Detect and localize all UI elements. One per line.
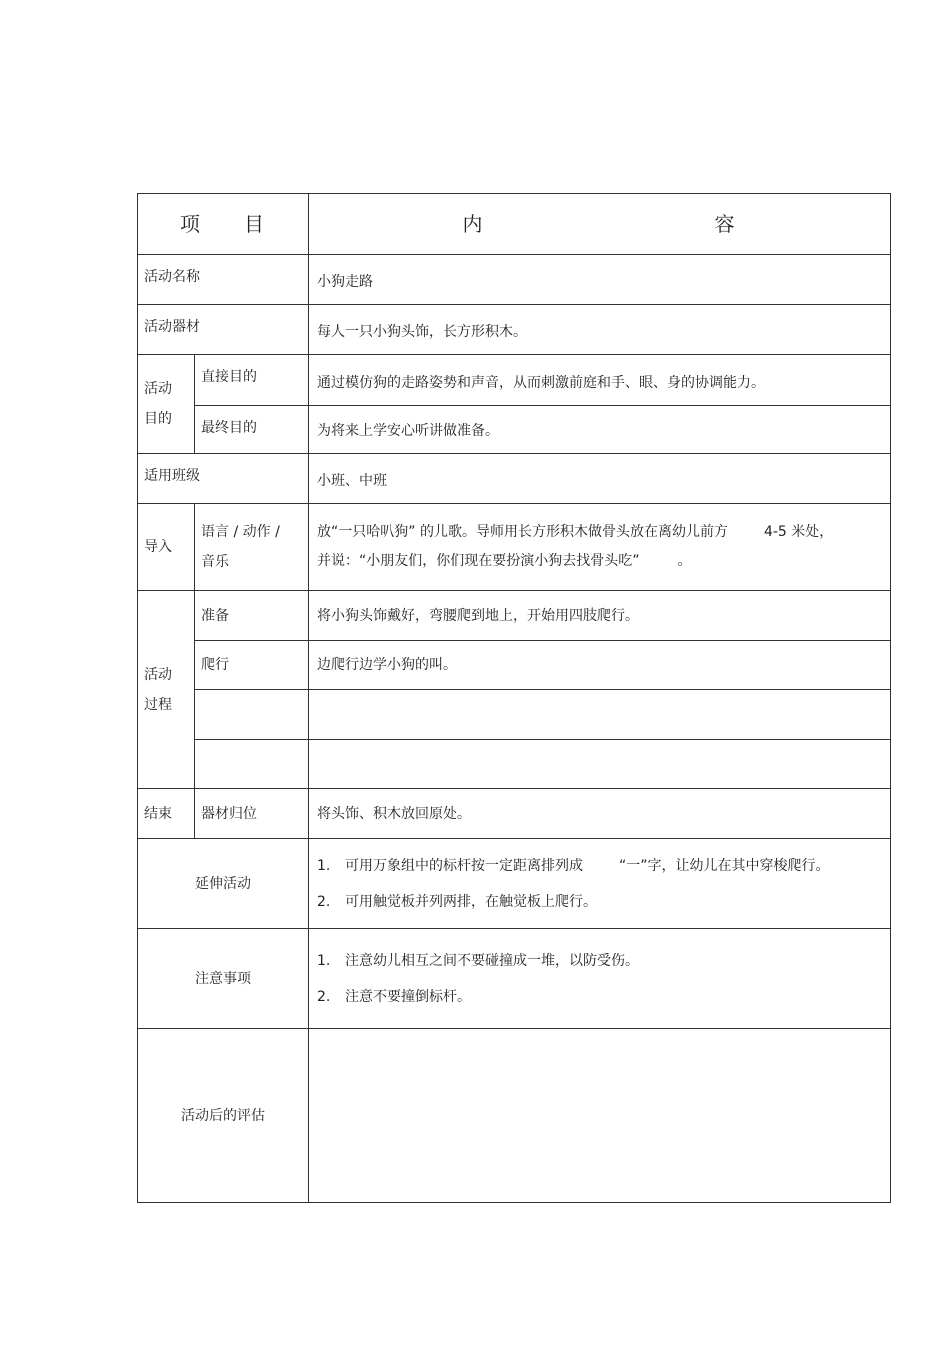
intro-value-line2-a: 并说：“小朋友们，你们现在要扮演小狗去找骨头吃” bbox=[317, 553, 640, 569]
list-item: 1. 注意幼儿相互之间不要碰撞成一堆，以防受伤。 bbox=[317, 952, 639, 969]
intro-sub-line1: 语言 / 动作 / bbox=[201, 524, 280, 540]
intro-value-line1-a: 放“一只哈叭狗” 的儿歌。导师用长方形积木做骨头放在离幼儿前方 bbox=[317, 524, 728, 540]
table-row bbox=[138, 690, 891, 740]
intro-label: 导入 bbox=[138, 504, 195, 591]
intro-value-line1-b: 4-5 米处， bbox=[763, 524, 834, 540]
extension-value bbox=[309, 839, 891, 929]
process-step-value: 将小狗头饰戴好，弯腰爬到地上，开始用四肢爬行。 bbox=[309, 591, 891, 641]
table-row bbox=[138, 789, 891, 839]
final-purpose-label: 最终目的 bbox=[195, 406, 309, 454]
process-empty-label bbox=[195, 740, 309, 789]
header-item-cell bbox=[138, 194, 309, 255]
equipment-value: 每人一只小狗头饰，长方形积木。 bbox=[309, 305, 891, 355]
class-value: 小班、中班 bbox=[309, 454, 891, 504]
header-content-char-1: 内 bbox=[462, 212, 485, 236]
process-label-line2: 过程 bbox=[144, 696, 172, 713]
intro-sub-line2: 音乐 bbox=[201, 554, 229, 570]
activity-name-value: 小狗走路 bbox=[309, 255, 891, 305]
table-header-row bbox=[138, 194, 891, 255]
header-content-cell bbox=[309, 194, 891, 255]
intro-value bbox=[309, 504, 891, 591]
notes-label: 注意事项 bbox=[138, 929, 309, 1029]
equipment-label: 活动器材 bbox=[138, 305, 309, 355]
extension-label: 延伸活动 bbox=[138, 839, 309, 929]
class-label: 适用班级 bbox=[138, 454, 309, 504]
notes-value bbox=[309, 929, 891, 1029]
table-row bbox=[138, 255, 891, 305]
header-item-char-1: 项 bbox=[180, 212, 202, 236]
header-item-char-2: 目 bbox=[244, 212, 266, 236]
table-row bbox=[138, 305, 891, 355]
process-step-label: 准备 bbox=[195, 591, 309, 641]
process-empty-label bbox=[195, 690, 309, 740]
table-row bbox=[138, 839, 891, 929]
list-item: 1. 可用万象组中的标杆按一定距离排列成 “一”字，让幼儿在其中穿梭爬行。 bbox=[317, 857, 830, 874]
activity-name-label: 活动名称 bbox=[138, 255, 309, 305]
table-row bbox=[138, 591, 891, 641]
activity-plan-table bbox=[137, 193, 891, 1203]
end-sub-label: 器材归位 bbox=[195, 789, 309, 839]
process-empty-value bbox=[309, 690, 891, 740]
process-step-label: 爬行 bbox=[195, 641, 309, 690]
evaluation-label: 活动后的评估 bbox=[138, 1029, 309, 1203]
direct-purpose-value: 通过模仿狗的走路姿势和声音，从而刺激前庭和手、眼、身的协调能力。 bbox=[309, 355, 891, 406]
table-row bbox=[138, 406, 891, 454]
end-label: 结束 bbox=[138, 789, 195, 839]
table-row bbox=[138, 454, 891, 504]
purpose-label-line1: 活动 bbox=[144, 381, 172, 397]
table-row bbox=[138, 641, 891, 690]
table-row bbox=[138, 929, 891, 1029]
table-row bbox=[138, 1029, 891, 1203]
process-step-value: 边爬行边学小狗的叫。 bbox=[309, 641, 891, 690]
process-label-line1: 活动 bbox=[144, 666, 172, 683]
final-purpose-value: 为将来上学安心听讲做准备。 bbox=[309, 406, 891, 454]
list-item: 2. 注意不要撞倒标杆。 bbox=[317, 988, 471, 1005]
direct-purpose-label: 直接目的 bbox=[195, 355, 309, 406]
process-empty-value bbox=[309, 740, 891, 789]
process-label bbox=[138, 591, 195, 789]
end-value: 将头饰、积木放回原处。 bbox=[309, 789, 891, 839]
intro-sub-label bbox=[195, 504, 309, 591]
purpose-label bbox=[138, 355, 195, 454]
header-content-char-2: 容 bbox=[714, 212, 737, 236]
intro-value-line2-b: 。 bbox=[677, 553, 692, 569]
evaluation-value bbox=[309, 1029, 891, 1203]
list-item: 2. 可用触觉板并列两排，在触觉板上爬行。 bbox=[317, 893, 597, 910]
table-row bbox=[138, 355, 891, 406]
table-row bbox=[138, 740, 891, 789]
table-row bbox=[138, 504, 891, 591]
purpose-label-line2: 目的 bbox=[144, 411, 172, 427]
